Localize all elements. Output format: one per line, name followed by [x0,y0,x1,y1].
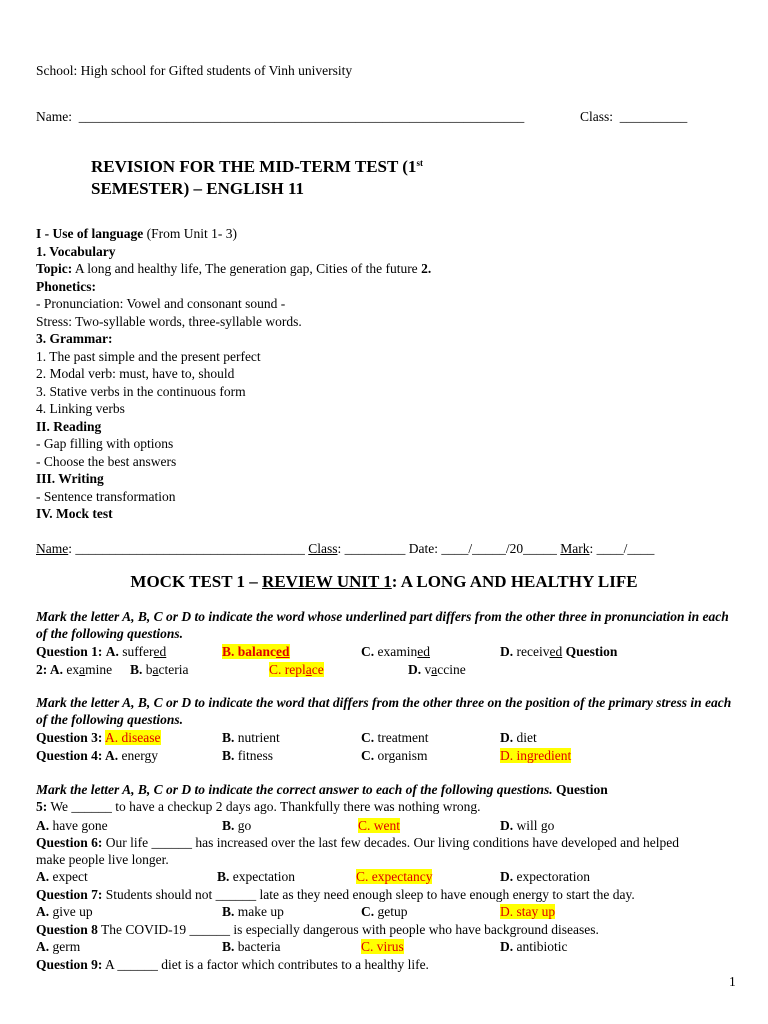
question-5-option-d [500,817,554,835]
option-letter: D. [500,869,514,884]
question-label: Question 4: [36,748,103,763]
option-text: receiv [513,644,550,659]
option-text: will go [513,818,555,833]
question-5-option-a [36,817,108,835]
info-name-blank: : __________________________________ [68,541,309,556]
option-text: expect [49,869,88,884]
option-letter: C. [361,644,375,659]
option-c-highlighted: C. expectancy [356,869,433,884]
option-letter: D. [408,662,422,677]
question-4-option-b [222,747,273,765]
name-line [36,108,524,126]
question-3 [36,729,161,747]
question-label: Question [562,644,618,659]
underlined-part: a [305,662,312,677]
question-number: 5: [36,799,48,814]
question-8-stem [36,921,599,939]
writing-item: - Sentence transformation [36,488,176,504]
question-6-option-c [356,868,432,886]
phonetics-heading: Phonetics: [36,278,96,294]
vocabulary-heading: 1. Vocabulary [36,243,116,259]
topic-label: Topic: [36,261,73,276]
reading-item: - Choose the best answers [36,453,177,469]
underlined-part: ed [549,644,563,659]
writing-heading: III. Writing [36,471,104,486]
option-text: mine [85,662,113,677]
question-5-option-c [358,817,400,835]
instruction-correct-answer [36,781,608,799]
option-text: fitness [234,748,274,763]
info-class-date-blank: : _________ Date: ____/_____/20_____ [337,541,561,556]
section-heading: I - Use of language [36,226,144,241]
question-6-option-b [217,868,295,886]
option-letter: B. [222,904,235,919]
question-7-option-c [361,903,408,921]
title-text: REVISION FOR THE MID-TERM TEST (1 [91,157,417,176]
grammar-item: 3. Stative verbs in the continuous form [36,383,246,399]
class-line [580,108,687,126]
info-mark-blank: : ____/____ [589,541,655,556]
underlined-part: a [152,662,159,677]
option-c-highlighted: C. went [358,818,400,833]
class-label: Class: [580,109,614,124]
grammar-item: 4. Linking verbs [36,401,125,416]
question-7-stem [36,886,635,904]
info-class-label: Class [308,541,338,556]
question-label: Question 3: [36,730,103,745]
option-letter: A. [47,662,64,677]
reading-heading: II. Reading [36,418,102,434]
section-use-of-language [36,225,431,243]
question-1-option-b [222,643,290,661]
question-text: The COVID-19 ______ is especially dangerous with people who have background diseases. [97,922,599,937]
option-text: germ [49,939,81,954]
question-text: We ______ to have a checkup 2 days ago. Thankfully there was nothing wrong. [47,799,481,814]
question-label: Question 8 [36,922,98,937]
option-letter: A. [36,818,50,833]
question-label: Question 1: [36,644,103,659]
option-c-highlighted: C. virus [361,939,404,954]
document-title-line2: SEMESTER) – ENGLISH 11 [91,179,305,198]
option-text: bacteria [234,939,281,954]
title-superscript: st [416,158,423,168]
topic-text: A long and healthy life, The generation gap, Cities of the future [72,261,422,276]
question-2-option-b [130,661,189,679]
option-letter: A. [36,939,50,954]
option-text: have gone [49,818,108,833]
option-text: examin [374,644,418,659]
question-3-option-c [361,729,428,747]
phonetics-number: 2. [421,261,432,276]
option-text: antibiotic [513,939,568,954]
pronunciation-line: - Pronunciation: Vowel and consonant sound - [36,296,286,311]
reading-item: - Gap filling with options [36,436,174,451]
option-letter: D. [500,730,514,745]
question-7-option-b [222,903,284,921]
question-label: Question [556,782,608,797]
mock-title-suffix: : A LONG AND HEALTHY LIFE [391,572,638,591]
question-3-option-b [222,729,280,747]
question-5-option-b [222,817,251,835]
underlined-part: ed [417,644,430,659]
question-5-stem [36,798,481,816]
question-4-option-c [361,747,428,765]
name-blank: __________________________________________________________________ [78,109,525,124]
question-2-option-d [408,661,466,679]
name-label: Name: [36,109,72,124]
question-6-option-d [500,868,590,886]
option-text: make up [234,904,284,919]
option-text: B. balanc [222,644,277,659]
grammar-heading: 3. Grammar: [36,331,113,346]
section-range: (From Unit 1- 3) [143,226,237,241]
option-text: b [142,662,153,677]
option-text: suffer [118,644,154,659]
question-7-option-d [500,903,555,921]
question-6-option-a [36,868,88,886]
underlined-part: a [431,662,438,677]
mock-test-heading: IV. Mock test [36,506,113,521]
question-text: Our life ______ has increased over the last few decades. Our living conditions have developed and helped [102,835,679,850]
option-letter: C. [361,904,375,919]
revision-outline [36,225,431,523]
question-8-option-c [361,938,404,956]
topic-line [36,260,431,278]
grammar-item: 2. Modal verb: must, have to, should [36,366,235,381]
option-text: ex [63,662,80,677]
question-8-option-b [222,938,280,956]
option-d-highlighted: D. stay up [500,904,556,919]
option-letter: D. [500,939,514,954]
option-letter: B. [222,939,235,954]
option-letter: C. [361,748,375,763]
option-letter: D. [500,644,514,659]
question-2-option-c [269,661,324,679]
option-text: expectoration [513,869,590,884]
option-text: treatment [374,730,429,745]
school-line: School: High school for Gifted students of Vinh university [36,63,353,78]
mock-test-title [0,573,768,591]
question-4-option-d [500,747,571,765]
mock-title-prefix: MOCK TEST 1 – [130,572,263,591]
option-a-highlighted: A. disease [105,730,161,745]
underlined-part: ed [153,644,167,659]
class-blank: __________ [619,109,688,124]
info-mark-label: Mark [560,541,590,556]
option-text: diet [513,730,537,745]
instruction-pronunciation: Mark the letter A, B, C or D to indicate the word whose underlined part differs from the other three in pronunciation in each of the following questions. [36,609,729,641]
option-text: expectation [229,869,295,884]
option-letter: A. [102,748,119,763]
question-number: 2: [36,662,48,677]
question-label: Question 9: [36,957,103,972]
question-4 [36,747,158,765]
instruction-stress: Mark the letter A, B, C or D to indicate the word that differs from the other three on the position of the primary stress in each of the following questions. [36,695,732,727]
option-letter: B. [222,730,235,745]
option-letter: C. [361,730,375,745]
option-text: energy [118,748,159,763]
option-text: go [234,818,252,833]
option-text: give up [49,904,93,919]
page-number: 1 [729,974,736,989]
question-text: Students should not ______ late as they need enough sleep to have enough energy to start the day. [102,887,635,902]
option-letter: B. [222,818,235,833]
option-letter: B. [222,748,235,763]
question-1-option-c [361,643,430,661]
grammar-item: 1. The past simple and the present perfect [36,348,261,364]
question-text: A ______ diet is a factor which contributes to a healthy life. [102,957,429,972]
question-label: Question 6: [36,835,103,850]
document-title-line1 [91,156,423,177]
option-letter: A. [36,904,50,919]
mock-title-unit: REVIEW UNIT 1 [262,572,392,591]
info-name-label: Name [36,541,69,556]
option-letter: B. [130,662,143,677]
instruction-text: Mark the letter A, B, C or D to indicate the correct answer to each of the following questions. [36,782,553,797]
option-text: nutrient [234,730,280,745]
option-text: cteria [158,662,189,677]
question-7-option-a [36,903,93,921]
question-label: Question 7: [36,887,103,902]
option-text: ccine [437,662,466,677]
question-6-stem [36,834,679,852]
question-9-stem [36,956,429,974]
stress-line: Stress: Two-syllable words, three-syllable words. [36,313,302,329]
underlined-part: a [79,662,86,677]
option-text: ce [311,662,324,677]
question-3-option-d [500,729,537,747]
question-2 [36,661,112,679]
option-text: getup [374,904,408,919]
option-text: C. repl [269,662,306,677]
option-text: organism [374,748,428,763]
question-8-option-d [500,938,568,956]
question-8-option-a [36,938,80,956]
option-letter: D. [500,818,514,833]
option-d-highlighted: D. ingredient [500,748,572,763]
option-text: v [421,662,432,677]
question-6-stem-cont: make people live longer. [36,852,169,867]
question-1-option-d [500,643,617,661]
student-info-line [36,540,654,558]
question-1 [36,643,166,661]
option-letter: A. [105,644,119,659]
option-letter: A. [36,869,50,884]
underlined-part: ed [276,644,290,659]
option-letter: B. [217,869,230,884]
